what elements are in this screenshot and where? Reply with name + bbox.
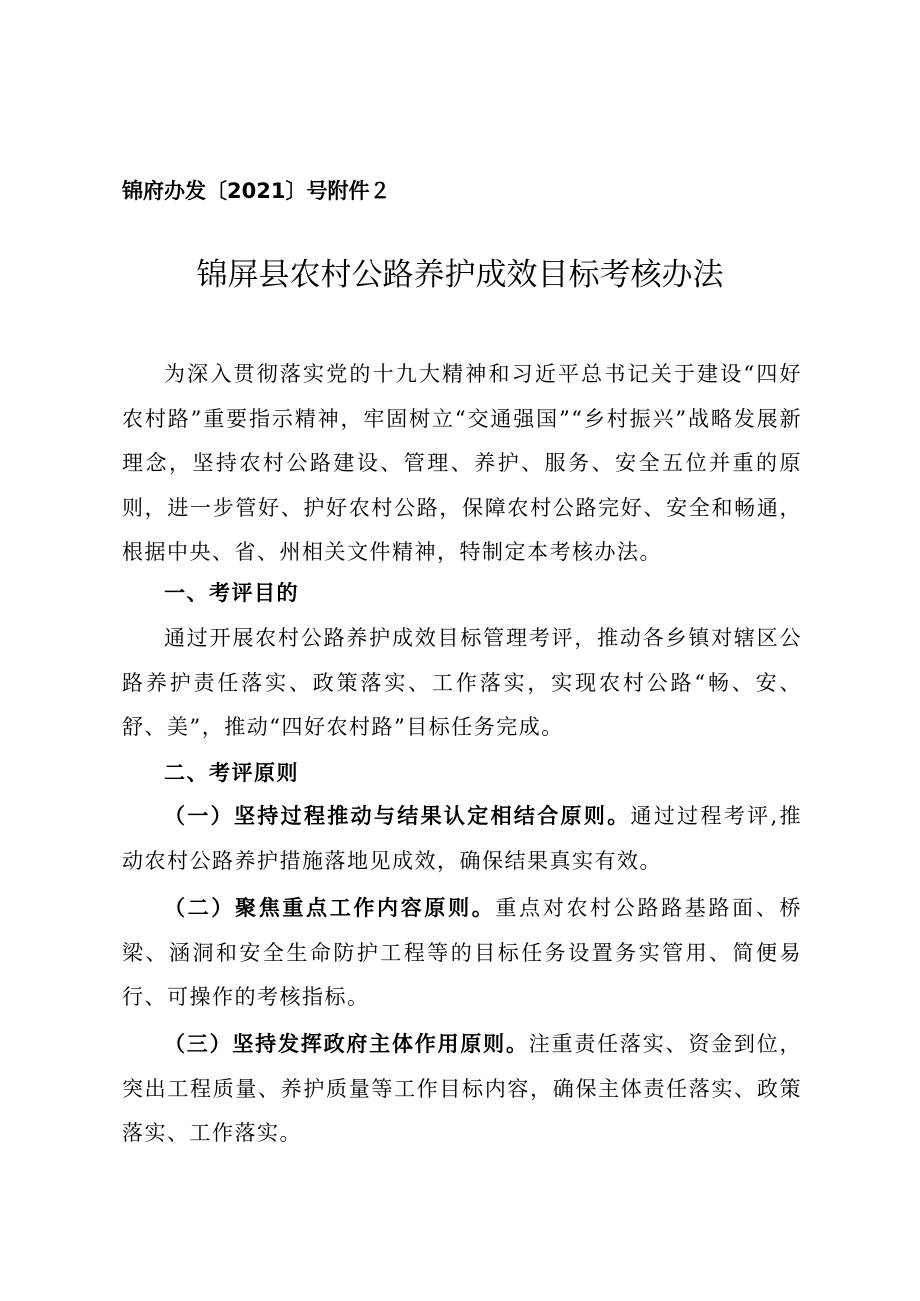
section-heading-purpose: 一、考评目的 — [164, 581, 299, 605]
principle-paragraph-2 — [122, 886, 802, 1020]
principle-paragraph-3 — [122, 1022, 802, 1156]
principle-lead-3: （三）坚持发挥政府主体作用原则。 — [164, 1032, 529, 1056]
principle-text-1: 通过过程考评,推动农村公路养护措施落地见成效，确保结果真实有效。 — [122, 804, 802, 873]
principle-item-3 — [122, 1022, 802, 1156]
section-purpose-paragraph: 通过开展农村公路养护成效目标管理考评，推动各乡镇对辖区公路养护责任落实、政策落实、工作落实，实现农村公路“畅、安、舒、美”，推动“四好农村路”目标任务完成。 — [122, 626, 802, 739]
principle-lead-1: （一）坚持过程推动与结果认定相结合原则。 — [164, 804, 631, 828]
intro-paragraph-block — [122, 352, 802, 575]
section-heading-principles: 二、考评原则 — [164, 761, 299, 785]
section-purpose-block — [122, 616, 802, 750]
principle-lead-2: （二）聚焦重点工作内容原则。 — [164, 896, 496, 920]
document-number: 锦府办发〔2021〕号附件２ — [122, 179, 391, 203]
principle-paragraph-1 — [122, 794, 802, 883]
intro-paragraph: 为深入贯彻落实党的十九大精神和习近平总书记关于建设“四好农村路”重要指示精神，牢固树立“交通强国”“乡村振兴”战略发展新理念，坚持农村公路建设、管理、养护、服务、安全五位并重的原则，进一步管好、护好农村公路，保障农村公路完好、安全和畅通，根据中央、省、州相关文件精神，特制定本考核办法。 — [122, 362, 802, 564]
principle-text-2: 重点对农村公路路基路面、桥梁、涵洞和安全生命防护工程等的目标任务设置务实管用、简便易行、可操作的考核指标。 — [122, 896, 802, 1009]
principle-item-2 — [122, 886, 802, 1020]
principle-item-1 — [122, 794, 802, 883]
document-title: 锦屏县农村公路养护成效目标考核办法 — [196, 257, 724, 293]
principle-text-3: 注重责任落实、资金到位，突出工程质量、养护质量等工作目标内容，确保主体责任落实、政策落实、工作落实。 — [122, 1032, 803, 1145]
